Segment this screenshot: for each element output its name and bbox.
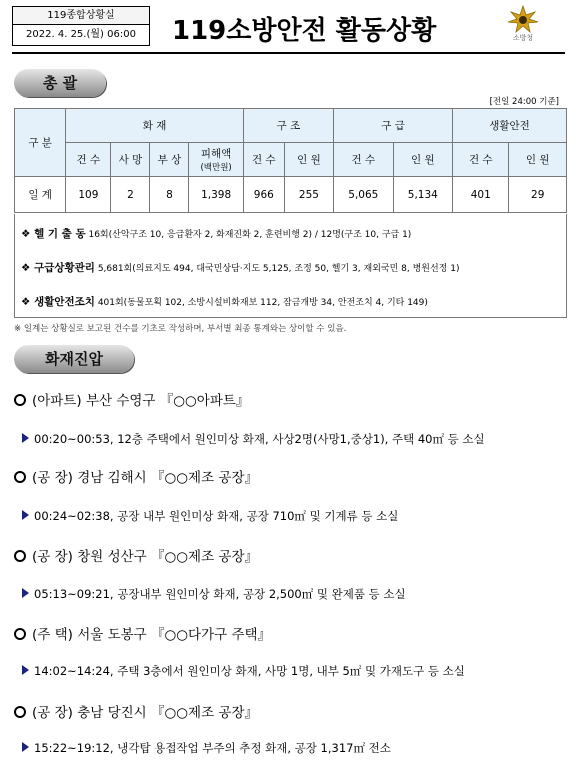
footnote: ※ 일계는 상황실로 보고된 건수를 기초로 작성하며, 부서별 최종 통계와는 상이할 수 있음. bbox=[14, 324, 347, 334]
fire-agency-logo bbox=[488, 4, 558, 44]
circle-bullet-icon bbox=[14, 628, 26, 640]
activity-text: 16회(산악구조 10, 응급환자 2, 화재진화 2, 훈련비행 2) / 12명(구조 10, 구급 1) bbox=[88, 230, 412, 240]
col-fire-count: 건 수 bbox=[66, 143, 111, 177]
fire-item-desc bbox=[22, 663, 465, 679]
triangle-bullet-icon bbox=[22, 588, 29, 598]
fire-title-text: (공 장) 경남 김해시 『○○제조 공장』 bbox=[32, 470, 258, 486]
page-title: 119소방안전 활동상황 bbox=[172, 16, 437, 46]
val-injury: 8 bbox=[150, 177, 189, 213]
val-fire-count: 109 bbox=[66, 177, 111, 213]
col-safety-count: 건 수 bbox=[453, 143, 509, 177]
header-info-box bbox=[12, 6, 150, 46]
fire-desc-text: 15:22~19:12, 냉각탑 용접작업 부주의 추정 화재, 공장 1,317㎡ 전소 bbox=[34, 741, 391, 755]
activity-title: ❖ 구급상황관리 bbox=[21, 262, 95, 274]
triangle-bullet-icon bbox=[22, 510, 29, 520]
col-damage-unit: (백만원) bbox=[200, 163, 232, 173]
val-label: 일 계 bbox=[15, 177, 66, 213]
fire-item-title bbox=[14, 623, 271, 643]
val-rescue-count: 966 bbox=[243, 177, 284, 213]
activity-ems-management bbox=[21, 260, 459, 275]
circle-bullet-icon bbox=[14, 550, 26, 562]
fire-item-desc bbox=[22, 586, 406, 602]
fire-title-text: (주 택) 서울 도봉구 『○○다가구 주택』 bbox=[32, 627, 272, 643]
circle-bullet-icon bbox=[14, 394, 26, 406]
triangle-bullet-icon bbox=[22, 742, 29, 752]
activity-text: 5,681회(의료지도 494, 대국민상담·지도 5,125, 조정 50, 헬기 3, 재외국민 8, 병원선정 1) bbox=[97, 264, 460, 274]
fire-item-desc bbox=[22, 431, 485, 447]
group-safety: 생활안전 bbox=[453, 109, 567, 143]
val-safety-count: 401 bbox=[453, 177, 509, 213]
summary-table bbox=[14, 108, 567, 213]
col-injury: 부 상 bbox=[150, 143, 189, 177]
circle-bullet-icon bbox=[14, 471, 26, 483]
fire-title-text: (공 장) 충남 당진시 『○○제조 공장』 bbox=[32, 705, 258, 721]
activity-box bbox=[14, 214, 567, 318]
activity-title: ❖ 생활안전조치 bbox=[21, 296, 95, 308]
org-name: 119종합상황실 bbox=[13, 7, 149, 25]
section-summary-label: 총 괄 bbox=[14, 69, 106, 97]
activity-safety bbox=[21, 294, 428, 309]
col-damage bbox=[189, 143, 243, 177]
val-safety-people: 29 bbox=[509, 177, 567, 213]
fire-desc-text: 00:24~02:38, 공장 내부 원인미상 화재, 공장 710㎡ 및 기계류 등 소실 bbox=[34, 509, 399, 523]
col-safety-people: 인 원 bbox=[509, 143, 567, 177]
triangle-bullet-icon bbox=[22, 433, 29, 443]
fire-item-title bbox=[14, 701, 258, 721]
fire-title-text: (공 장) 창원 성산구 『○○제조 공장』 bbox=[32, 549, 258, 565]
col-ems-people: 인 원 bbox=[393, 143, 453, 177]
col-death: 사 망 bbox=[111, 143, 150, 177]
fire-item-title bbox=[14, 466, 258, 486]
fire-title-text: (아파트) 부산 수영구 『○○아파트』 bbox=[32, 393, 250, 409]
val-death: 2 bbox=[111, 177, 150, 213]
col-ems-count: 건 수 bbox=[334, 143, 394, 177]
activity-helicopter bbox=[21, 226, 411, 241]
val-rescue-people: 255 bbox=[284, 177, 333, 213]
fire-item-title bbox=[14, 389, 249, 409]
basis-time: [전일 24:00 기준] bbox=[489, 97, 559, 107]
section-fire-label: 화재진압 bbox=[14, 345, 134, 373]
fire-item-desc bbox=[22, 508, 398, 524]
fire-desc-text: 14:02~14:24, 주택 3층에서 원인미상 화재, 사망 1명, 내부 5㎡ 및 가재도구 등 소실 bbox=[34, 664, 465, 678]
report-datetime: 2022. 4. 25.(월) 06:00 bbox=[26, 29, 136, 40]
fire-item-title bbox=[14, 545, 258, 565]
table-row bbox=[15, 177, 567, 213]
fire-desc-text: 05:13~09:21, 공장내부 원인미상 화재, 공장 2,500㎡ 및 완제품 등 소실 bbox=[34, 587, 406, 601]
fire-item-desc bbox=[22, 740, 391, 756]
col-rescue-count: 건 수 bbox=[243, 143, 284, 177]
circle-bullet-icon bbox=[14, 706, 26, 718]
val-ems-count: 5,065 bbox=[334, 177, 394, 213]
group-ems: 구 급 bbox=[334, 109, 453, 143]
val-damage: 1,398 bbox=[189, 177, 243, 213]
fire-desc-text: 00:20~00:53, 12층 주택에서 원인미상 화재, 사상2명(사망1,중상1), 주택 40㎡ 등 소실 bbox=[34, 432, 485, 446]
col-rescue-people: 인 원 bbox=[284, 143, 333, 177]
header-divider bbox=[12, 52, 565, 54]
triangle-bullet-icon bbox=[22, 665, 29, 675]
logo-text: 소방청 bbox=[512, 34, 534, 42]
val-ems-people: 5,134 bbox=[393, 177, 453, 213]
col-damage-label: 피해액 bbox=[200, 148, 232, 160]
group-rescue: 구 조 bbox=[243, 109, 333, 143]
activity-text: 401회(동물포획 102, 소방시설비화재보 112, 잠금개방 34, 안전조치 4, 기타 149) bbox=[97, 298, 428, 308]
activity-title: ❖ 헬 기 출 동 bbox=[21, 228, 86, 240]
group-fire: 화 재 bbox=[66, 109, 243, 143]
row-header: 구 분 bbox=[15, 109, 66, 177]
